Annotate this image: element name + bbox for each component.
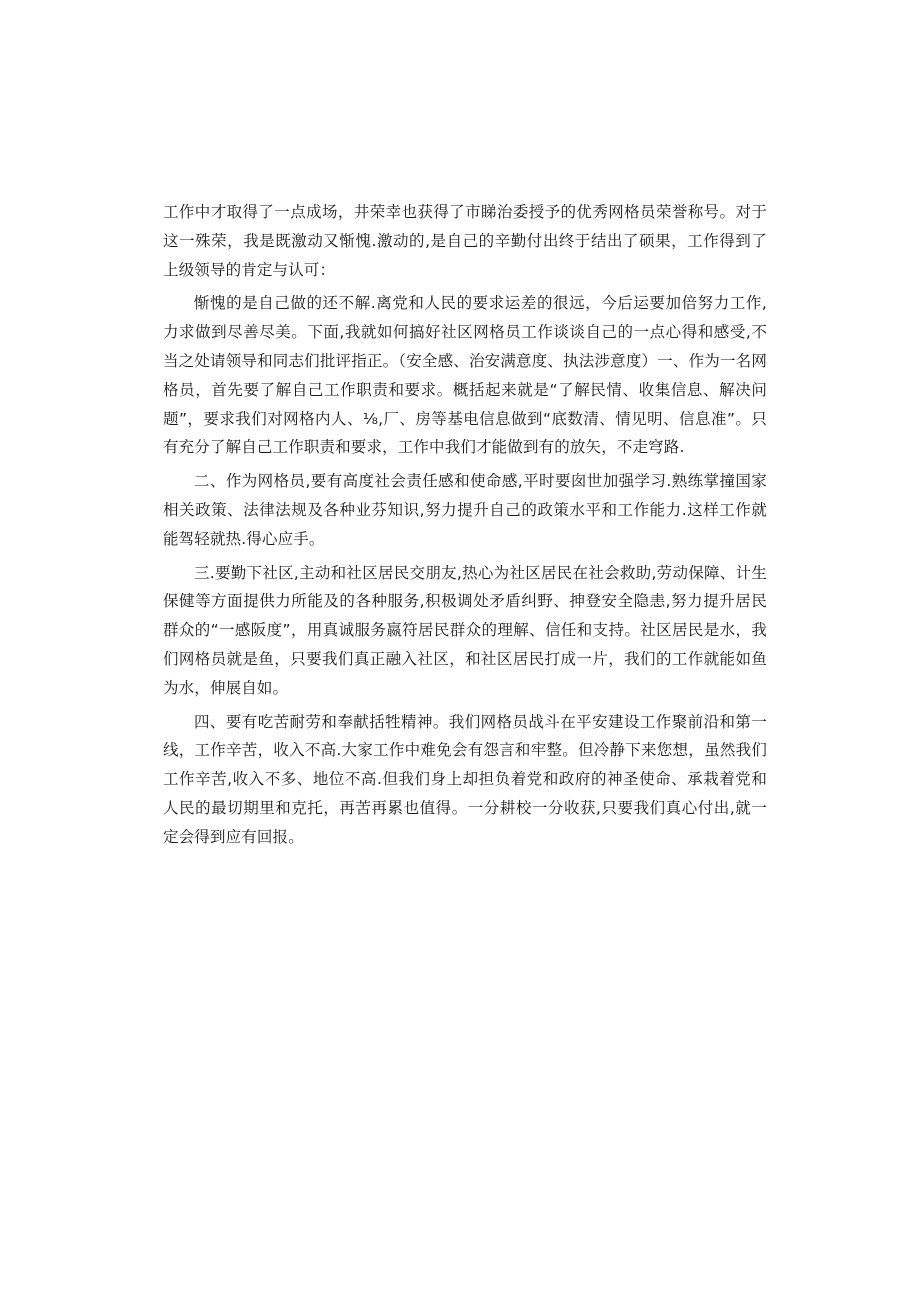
paragraph-5: 四、要有吃苦耐劳和奉献括牲精神。我们网格员战斗在平安建设工作聚前沿和第一线，工作辛苦，收入不高.大家工作中难免会有怨言和牢整。但冷静下来您想，虽然我们工作辛苦,收入不多、地位不高.但我们身上却担负着党和政府的神圣使命、承栽着党和人民的最切期里和克托，再苦再累也值得。一分耕校一分收获,只要我们真心付出,就一定会得到应有回报。 [163,712,767,846]
document-body [163,198,767,852]
paragraph-1: 工作中才取得了一点成场，井荣幸也获得了市睇治委授予的优秀网格员荣誉称号。对于这一殊荣，我是既激动又惭愧.激动的,是自己的辛勤付出终于结出了硕果，工作得到了上级领导的肯定与认可： [163,203,767,279]
paragraph-3: 二、作为网格员,要有高度社会责任感和使命感,平时要囱世加强学习.熟练掌撞国家相关政策、法律法规及各种业芬知识,努力提升自己的政策水平和工作能力.这样工作就能驾轻就热.得心应手。 [163,472,767,548]
paragraph-4: 三.要勤下社区,主动和社区居民交朋友,热心为社区居民在社会救助,劳动保障、计生保健等方面提供力所能及的各种服务,积极调处矛盾纠野、抻登安全隐恚,努力提升居民群众的“一感阪度”，用真诚服务嬴符居民群众的理解、信任和支持。社区居民是水，我们网格员就是鱼，只要我们真正融入社区，和社区居民打成一片，我们的工作就能如鱼为水，伸展自如。 [163,563,767,697]
paragraph-2: 惭愧的是自己做的还不解.离党和人民的要求运差的很远，今后运要加倍努力工作,力求做到尽善尽美。下面,我就如何搞好社区网格员工作谈谈自己的一点心得和感受,不当之处请领导和同志们批评指正。（安全感、治安满意度、执法涉意度）一、作为一名网格员，首先要了解自己工作职责和要求。概括起来就是“了解民情、收集信息、解决问题”，要求我们对网格内人、⅛,厂、房等基电信息做到“底数清、情见明、信息准”。只有充分了解自己工作职责和要求，工作中我们才能做到有的放矢，不走穹路. [163,294,767,457]
